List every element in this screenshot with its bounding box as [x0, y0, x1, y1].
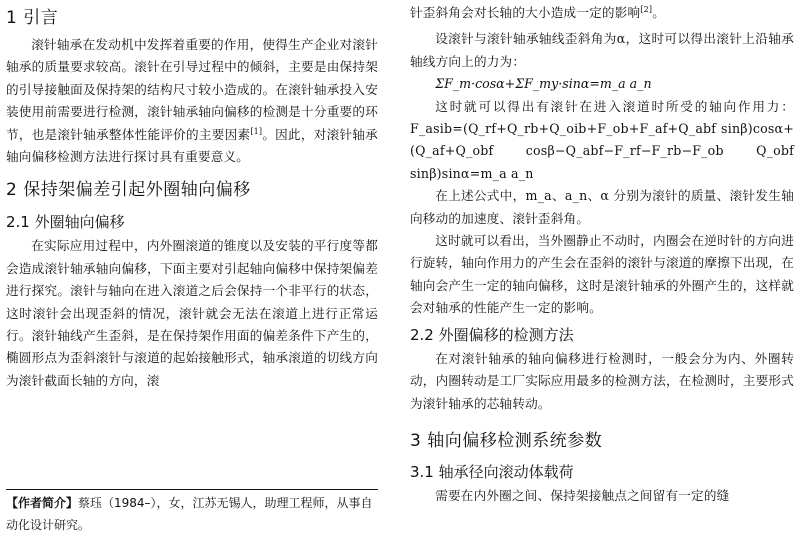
- axial-force-paragraph: 这时就可以得出有滚针在进入滚道时所受的轴向作用力：F_asib=(Q_rf+Q_rb+Q_oib+F_ob+F_af+Q_abf sinβ)cosα+(Q_af+Q_obf cosβ−Q_abf−F_rf−F_rb−F_ob Q_obf sinβ)sinα=m_a a_n: [410, 98, 794, 181]
- section-2-1-paragraph: 在实际应用过程中，内外圈滚道的锥度以及安装的平行度等都会造成滚针轴承轴向偏移，下面主要对引起轴向偏移中保持架偏差进行探究。滚针与轴向在进入滚道之后会保持一个非平行的状态，这时滚针会出现歪斜的情况，滚针就会无法在滚道上进行正常运行。滚针轴线产生歪斜，是在保持架作用面的偏差条件下产生的，椭圆形点为歪斜滚针与滚道的起始接触形式，轴承滚道的切线方向为滚针截面长轴的方向，滚: [6, 238, 378, 388]
- section-1-text-tail: 。因此，对滚针轴承轴向偏移检测方法进行探讨具有重要意义。: [6, 126, 378, 165]
- footnote-lead: 【作者简介】: [6, 496, 79, 510]
- section-3-1-heading: 3.1 轴承径向滚动体载荷: [410, 462, 574, 481]
- section-2-heading: 2 保持架偏差引起外圈轴向偏移: [6, 180, 251, 201]
- section-1-paragraph: [6, 34, 378, 168]
- author-footnote: [6, 489, 378, 536]
- section-2-2-paragraph: 在对滚针轴承的轴向偏移进行检测时，一般会分为内、外圈转动，内圈转动是工厂实际应用最多的检测方法，在检测时，主要形式为滚针轴承的芯轴转动。: [410, 350, 794, 411]
- right-column: [410, 0, 794, 507]
- section-3-heading: 3 轴向偏移检测系统参数: [410, 430, 603, 451]
- continued-text: 针歪斜角会对长轴的大小造成一定的影响: [410, 5, 641, 20]
- angle-paragraph: 设滚针与滚针轴承轴线歪斜角为α，这时可以得出滚针上沿轴承轴线方向上的力为：: [410, 31, 794, 69]
- left-column: [6, 0, 378, 392]
- equation-1: ΣF_m·cosα+ΣF_my·sinα=m_a a_n: [435, 76, 652, 92]
- section-1-text: 滚针轴承在发动机中发挥着重要的作用，使得生产企业对滚针轴承的质量要求较高。滚针在引导过程中的倾斜，主要是由保持架的引导接触面及保持架的结构尺寸较小造成的。在滚针轴承投入安装使用前需要进行检测，滚针轴承轴向偏移的检测是十分重要的环节，也是滚针轴承整体性能评价的主要因素: [6, 37, 378, 142]
- footnote-text: 蔡珏（1984–），女，江苏无锡人，助理工程师，从事自动化设计研究。: [6, 496, 373, 532]
- reference-2: [2]: [640, 4, 653, 14]
- section-2-2-heading: 2.2 外圈偏移的检测方法: [410, 325, 574, 344]
- symbols-paragraph: 在上述公式中，m_a、a_n、α 分别为滚针的质量、滚针发生轴向移动的加速度、滚针歪斜角。: [410, 188, 794, 226]
- section-1-heading: 1 引言: [6, 8, 59, 28]
- reference-1: [1]: [250, 126, 263, 136]
- continued-paragraph: [410, 2, 794, 24]
- section-2-1-heading: 2.1 外圈轴向偏移: [6, 213, 125, 232]
- rotation-paragraph: 这时就可以看出，当外圈静止不动时，内圈会在逆时针的方向进行旋转，轴向作用力的产生会在歪斜的滚针与滚道的摩擦下出现，在轴向会产生一定的轴向偏移，这时是滚针轴承的外圈产生的，这样就会对轴承的性能产生一定的影响。: [410, 233, 794, 316]
- section-3-1-paragraph: 需要在内外圈之间、保持架接触点之间留有一定的缝: [435, 487, 730, 503]
- continued-text-end: 。: [652, 5, 666, 20]
